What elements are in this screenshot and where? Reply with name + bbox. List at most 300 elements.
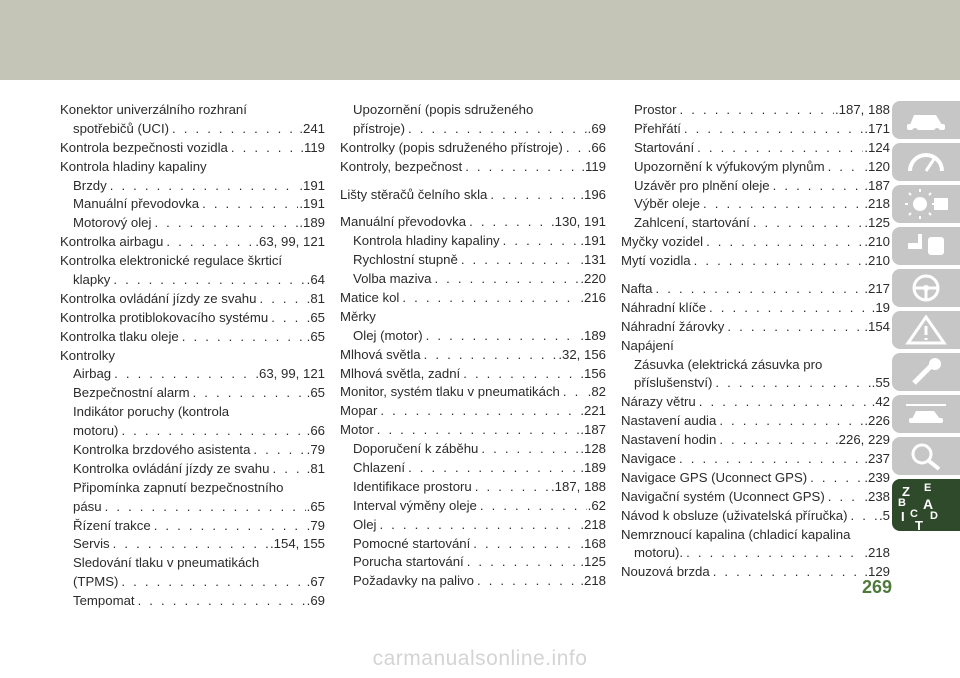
dot-leader xyxy=(469,213,550,232)
dot-leader xyxy=(715,374,870,393)
dot-leader xyxy=(810,469,863,488)
page-reference: .226 xyxy=(864,413,890,429)
index-entry xyxy=(340,308,606,327)
page-reference: .79 xyxy=(306,517,325,533)
page-reference: .67 xyxy=(306,574,325,590)
page-reference: .191 xyxy=(299,177,325,193)
index-term: Mlhová světla, zadní xyxy=(340,365,461,381)
index-term: Manuální převodovka xyxy=(340,214,467,230)
index-entry xyxy=(340,251,606,270)
index-term: Kontrolka ovládání jízdy ze svahu xyxy=(73,460,270,476)
tab-letter: E xyxy=(924,482,932,494)
dot-leader xyxy=(719,412,863,431)
page-reference: .128 xyxy=(580,441,606,457)
index-term: Servis xyxy=(73,536,110,552)
page-reference: .241 xyxy=(299,120,325,136)
index-term: spotřebičů (UCI) xyxy=(73,120,170,136)
index-entry xyxy=(340,270,606,289)
index-spacer xyxy=(340,177,606,186)
page-reference: .191 xyxy=(299,196,325,212)
index-term: Rychlostní stupně xyxy=(353,252,458,268)
page-reference: .81 xyxy=(306,460,325,476)
page-reference: .237 xyxy=(864,451,890,467)
index-term: Olej (motor) xyxy=(353,327,423,343)
index-entry xyxy=(621,507,890,526)
dot-leader xyxy=(154,214,298,233)
page-reference: .218 xyxy=(864,545,890,561)
index-term: Návod k obsluze (uživatelská příručka) xyxy=(621,507,848,523)
page-reference: .124 xyxy=(864,139,890,155)
index-term: pásu xyxy=(73,498,102,514)
page-reference: .119 xyxy=(300,139,325,155)
page-reference: .125 xyxy=(864,215,890,231)
tab-letter: Z xyxy=(902,484,910,499)
dot-leader xyxy=(113,535,269,554)
tab-emergency[interactable] xyxy=(892,311,960,349)
dot-leader xyxy=(465,158,580,177)
car-specs-icon xyxy=(902,399,950,429)
index-entry xyxy=(340,139,606,158)
tab-letter: C xyxy=(910,508,918,520)
index-term: Mopar xyxy=(340,403,378,419)
tab-vehicle[interactable] xyxy=(892,101,960,139)
index-term: Airbag xyxy=(73,366,112,382)
page-reference: .5 xyxy=(879,507,890,523)
dot-leader xyxy=(694,252,864,271)
tab-dashboard[interactable] xyxy=(892,143,960,181)
dot-leader xyxy=(121,422,305,441)
page-reference: .79 xyxy=(306,442,325,458)
index-entry xyxy=(60,233,325,252)
index-letters xyxy=(898,482,954,531)
index-term: motoru). xyxy=(634,545,684,561)
page-reference: .216 xyxy=(580,290,606,306)
page-reference: .65 xyxy=(306,385,325,401)
page-reference: .55 xyxy=(871,375,890,391)
index-term: Kontrola hladiny kapaliny xyxy=(60,158,207,174)
index-entry xyxy=(340,553,606,572)
index-entry xyxy=(621,318,890,337)
index-term: Kontrola hladiny kapaliny xyxy=(353,233,500,249)
index-entry xyxy=(340,440,606,459)
dot-leader xyxy=(182,328,306,347)
page-reference: .238 xyxy=(864,488,890,504)
index-term: Výběr oleje xyxy=(634,196,700,212)
index-entry xyxy=(621,488,890,507)
dot-leader xyxy=(828,488,864,507)
dot-leader xyxy=(467,553,580,572)
page-reference: .66 xyxy=(306,423,325,439)
dot-leader xyxy=(503,232,580,251)
index-term: Myčky vozidel xyxy=(621,234,704,250)
index-entry xyxy=(340,535,606,554)
dot-leader xyxy=(706,233,863,252)
tab-index[interactable] xyxy=(892,479,960,531)
dot-leader xyxy=(713,563,864,582)
page-reference: .187 xyxy=(864,177,890,193)
dot-leader xyxy=(709,299,871,318)
index-column-3 xyxy=(621,101,890,582)
page-reference: .210 xyxy=(864,234,890,250)
index-entry xyxy=(621,101,890,120)
page-reference: .210 xyxy=(864,253,890,269)
dot-leader xyxy=(753,214,864,233)
page-reference: .218 xyxy=(580,516,606,532)
index-term: Řízení trakce xyxy=(73,517,151,533)
page-reference: .129 xyxy=(864,564,890,580)
index-entry xyxy=(621,214,890,233)
page-reference: .32, 156 xyxy=(558,346,606,362)
dot-leader xyxy=(680,101,834,120)
index-entry xyxy=(60,177,325,196)
index-entry xyxy=(60,309,325,328)
index-entry xyxy=(621,158,890,177)
index-term: Chlazení xyxy=(353,460,406,476)
index-entry xyxy=(340,289,606,308)
dot-leader xyxy=(105,498,306,517)
index-entry xyxy=(60,101,325,120)
index-entry xyxy=(60,441,325,460)
page-reference: .64 xyxy=(306,272,325,288)
dot-leader xyxy=(253,441,305,460)
page-reference: .156 xyxy=(580,365,606,381)
index-entry xyxy=(60,554,325,573)
dot-leader xyxy=(475,478,550,497)
page-reference: .168 xyxy=(580,535,606,551)
tab-safety[interactable] xyxy=(892,269,960,307)
gauge-icon xyxy=(902,147,950,177)
dot-leader xyxy=(477,572,579,591)
tab-letter: D xyxy=(930,510,938,522)
dot-leader xyxy=(193,384,306,403)
index-term: Kontrolky (popis sdruženého přístroje) xyxy=(340,139,563,155)
page-reference: .63, 99, 121 xyxy=(255,366,325,382)
tab-letter: A xyxy=(923,496,934,512)
index-term: Monitor, systém tlaku v pneumatikách xyxy=(340,384,560,400)
index-entry xyxy=(621,356,890,375)
header-band xyxy=(0,0,960,80)
index-entry xyxy=(340,346,606,365)
index-entry xyxy=(60,422,325,441)
index-entry xyxy=(60,573,325,592)
index-term: klapky xyxy=(73,272,111,288)
index-term: Připomínka zapnutí bezpečnostního xyxy=(73,479,284,495)
dot-leader xyxy=(656,280,864,299)
index-entry xyxy=(340,478,606,497)
index-entry xyxy=(60,290,325,309)
page-reference: .63, 99, 121 xyxy=(255,234,325,250)
index-entry xyxy=(60,535,325,554)
page-reference: .226, 229 xyxy=(835,432,890,448)
section-tabs xyxy=(892,101,960,535)
index-term: Mytí vozidla xyxy=(621,253,691,269)
dot-leader xyxy=(703,195,863,214)
index-entry xyxy=(621,431,890,450)
index-term: Přehřátí xyxy=(634,120,681,136)
index-entry xyxy=(621,233,890,252)
page-reference: .189 xyxy=(580,460,606,476)
index-entry xyxy=(621,139,890,158)
index-entry xyxy=(60,460,325,479)
dot-leader xyxy=(271,309,305,328)
index-term: Indikátor poruchy (kontrola xyxy=(73,404,230,420)
dot-leader xyxy=(408,120,587,139)
page-reference: .130, 191 xyxy=(551,214,606,230)
dot-leader xyxy=(380,402,579,421)
index-term: Nafta xyxy=(621,281,653,297)
index-term: Identifikace prostoru xyxy=(353,478,472,494)
index-term: Volba maziva xyxy=(353,271,432,287)
dot-leader xyxy=(231,139,299,158)
index-term: Nemrznoucí kapalina (chladicí kapalina xyxy=(621,526,851,542)
dot-leader xyxy=(463,365,579,384)
index-term: Nastavení audia xyxy=(621,413,717,429)
dot-leader xyxy=(172,120,298,139)
page-reference: .65 xyxy=(306,328,325,344)
dot-leader xyxy=(424,346,558,365)
index-term: Nouzová brzda xyxy=(621,564,710,580)
tab-controls[interactable] xyxy=(892,227,960,265)
index-term: Sledování tlaku v pneumatikách xyxy=(73,555,260,571)
index-term: Upozornění k výfukovým plynům xyxy=(634,158,825,174)
index-term: Napájení xyxy=(621,337,674,353)
page-reference: .187, 188 xyxy=(551,478,606,494)
page-reference: .239 xyxy=(864,469,890,485)
page-reference: .65 xyxy=(306,498,325,514)
dot-leader xyxy=(138,592,306,611)
page-reference: .191 xyxy=(580,233,606,249)
page-reference: .189 xyxy=(580,327,606,343)
index-entry xyxy=(340,497,606,516)
page-reference: .69 xyxy=(306,593,325,609)
dot-leader xyxy=(563,383,587,402)
page-reference: .82 xyxy=(587,384,606,400)
index-term: Kontrolka ovládání jízdy ze svahu xyxy=(60,290,257,306)
index-term: Kontrolka protiblokovacího systému xyxy=(60,309,269,325)
page-reference: .189 xyxy=(299,215,325,231)
index-entry xyxy=(621,544,890,563)
index-term: Zahlcení, startování xyxy=(634,215,750,231)
index-entry xyxy=(60,120,325,139)
dot-leader xyxy=(828,158,864,177)
page-reference: .119 xyxy=(581,158,606,174)
tab-letter: I xyxy=(901,509,905,524)
index-entry xyxy=(60,139,325,158)
dot-leader xyxy=(481,440,579,459)
index-term: Kontrolka airbagu xyxy=(60,234,164,250)
page-reference: .221 xyxy=(580,403,606,419)
index-column-1 xyxy=(60,101,325,611)
index-term: Porucha startování xyxy=(353,554,464,570)
index-term: Náhradní žárovky xyxy=(621,318,725,334)
dot-leader xyxy=(402,289,579,308)
index-entry xyxy=(340,213,606,232)
index-entry xyxy=(340,402,606,421)
dot-leader xyxy=(113,271,305,290)
page-reference: .154 xyxy=(864,318,890,334)
index-term: Konektor univerzálního rozhraní xyxy=(60,102,247,117)
dot-leader xyxy=(166,233,254,252)
dot-leader xyxy=(202,195,298,214)
index-term: přístroje) xyxy=(353,120,406,136)
index-entry xyxy=(621,374,890,393)
page-reference: .62 xyxy=(587,497,606,513)
tab-service[interactable] xyxy=(892,353,960,391)
index-entry xyxy=(621,412,890,431)
warning-triangle-icon xyxy=(902,315,950,345)
index-entry xyxy=(621,450,890,469)
page-reference: .187, 188 xyxy=(835,102,890,117)
index-term: Prostor xyxy=(634,102,677,117)
index-entry xyxy=(60,252,325,271)
index-term: Doporučení k záběhu xyxy=(353,441,479,457)
page-reference: .187 xyxy=(580,422,606,438)
index-entry xyxy=(340,158,606,177)
index-entry xyxy=(60,158,325,177)
index-entry xyxy=(621,195,890,214)
index-term: Motorový olej xyxy=(73,215,152,231)
index-term: příslušenství) xyxy=(634,375,713,391)
page-reference: .131 xyxy=(580,252,606,268)
page-reference: .171 xyxy=(864,120,890,136)
dot-leader xyxy=(679,450,863,469)
dot-leader xyxy=(773,177,864,196)
index-entry xyxy=(621,252,890,271)
index-term: Kontrolka elektronické regulace škrticí xyxy=(60,253,283,269)
dot-leader xyxy=(686,544,863,563)
index-term: Uzávěr pro plnění oleje xyxy=(634,177,770,193)
index-term: Navigace xyxy=(621,451,676,467)
dot-leader xyxy=(154,517,306,536)
index-entry xyxy=(621,563,890,582)
seat-icon xyxy=(902,231,950,261)
index-term: Navigační systém (Uconnect GPS) xyxy=(621,488,825,504)
index-entry xyxy=(60,214,325,233)
index-entry xyxy=(621,337,890,356)
index-entry xyxy=(340,327,606,346)
dot-leader xyxy=(377,421,580,440)
index-entry xyxy=(621,120,890,139)
index-term: Náhradní klíče xyxy=(621,299,707,315)
dot-leader xyxy=(727,318,863,337)
dot-leader xyxy=(114,365,254,384)
index-entry xyxy=(621,526,890,545)
index-term: Olej xyxy=(353,516,377,532)
index-spacer xyxy=(621,271,890,280)
tab-multimedia[interactable] xyxy=(892,437,960,475)
dot-leader xyxy=(473,535,579,554)
dot-leader xyxy=(259,290,305,309)
index-term: Pomocné startování xyxy=(353,535,471,551)
page-reference: .66 xyxy=(587,139,606,155)
watermark: carmanualsonline.info xyxy=(0,640,960,678)
page-reference: .42 xyxy=(871,394,890,410)
page-reference: .125 xyxy=(580,554,606,570)
index-term: Mlhová světla xyxy=(340,346,421,362)
page-reference: .196 xyxy=(580,186,606,202)
index-entry xyxy=(340,383,606,402)
index-term: Navigace GPS (Uconnect GPS) xyxy=(621,469,808,485)
index-term: Kontrolka tlaku oleje xyxy=(60,328,179,344)
dot-leader xyxy=(850,507,878,526)
dot-leader xyxy=(426,327,580,346)
index-term: Matice kol xyxy=(340,290,400,306)
tab-technical[interactable] xyxy=(892,395,960,433)
index-entry xyxy=(340,186,606,205)
index-entry xyxy=(621,177,890,196)
index-spacer xyxy=(340,204,606,213)
index-entry xyxy=(60,195,325,214)
steering-wheel-icon xyxy=(902,273,950,303)
index-entry xyxy=(340,459,606,478)
index-entry xyxy=(340,572,606,591)
index-term: Lišty stěračů čelního skla xyxy=(340,186,488,202)
page-reference: .218 xyxy=(580,573,606,589)
index-term: Kontrolky xyxy=(60,347,115,363)
dot-leader xyxy=(566,139,587,158)
sun-icon xyxy=(902,189,950,219)
index-entry xyxy=(340,421,606,440)
dot-leader xyxy=(272,460,305,479)
index-term: Zásuvka (elektrická zásuvka pro xyxy=(634,356,823,372)
dot-leader xyxy=(121,573,305,592)
index-term: Bezpečnostní alarm xyxy=(73,385,190,401)
dot-leader xyxy=(490,186,579,205)
index-term: Tempomat xyxy=(73,593,135,609)
index-term: Upozornění (popis sdruženého xyxy=(353,102,534,117)
index-term: Nastavení hodin xyxy=(621,432,717,448)
index-term: Brzdy xyxy=(73,177,107,193)
tab-letter: B xyxy=(898,497,906,509)
index-entry xyxy=(621,299,890,318)
page-reference: .217 xyxy=(864,281,890,297)
index-term: Manuální převodovka xyxy=(73,196,200,212)
index-column-2 xyxy=(340,101,606,591)
page-reference: .19 xyxy=(871,299,890,315)
dot-leader xyxy=(697,139,863,158)
index-entry xyxy=(60,517,325,536)
page-reference: .65 xyxy=(306,309,325,325)
index-entry xyxy=(621,469,890,488)
magnifier-icon xyxy=(902,441,950,471)
dot-leader xyxy=(480,497,587,516)
index-term: Kontrolka brzdového asistenta xyxy=(73,442,251,458)
index-term: Nárazy větru xyxy=(621,394,696,410)
dot-leader xyxy=(110,177,299,196)
index-entry xyxy=(340,120,606,139)
page-reference: .154, 155 xyxy=(270,536,325,552)
dot-leader xyxy=(434,270,579,289)
index-term: Interval výměny oleje xyxy=(353,497,477,513)
dot-leader xyxy=(461,251,580,270)
tab-lights[interactable] xyxy=(892,185,960,223)
page-reference: .69 xyxy=(587,120,606,136)
index-entry xyxy=(60,365,325,384)
index-entry xyxy=(340,232,606,251)
index-entry xyxy=(340,101,606,120)
dot-leader xyxy=(379,516,579,535)
page-reference: .218 xyxy=(864,196,890,212)
index-entry xyxy=(60,384,325,403)
dot-leader xyxy=(408,459,579,478)
car-icon xyxy=(902,105,950,135)
index-entry xyxy=(60,271,325,290)
index-term: Kontroly, bezpečnost xyxy=(340,158,463,174)
index-entry xyxy=(621,393,890,412)
index-term: (TPMS) xyxy=(73,574,119,590)
dot-leader xyxy=(699,393,871,412)
index-term: Startování xyxy=(634,139,695,155)
